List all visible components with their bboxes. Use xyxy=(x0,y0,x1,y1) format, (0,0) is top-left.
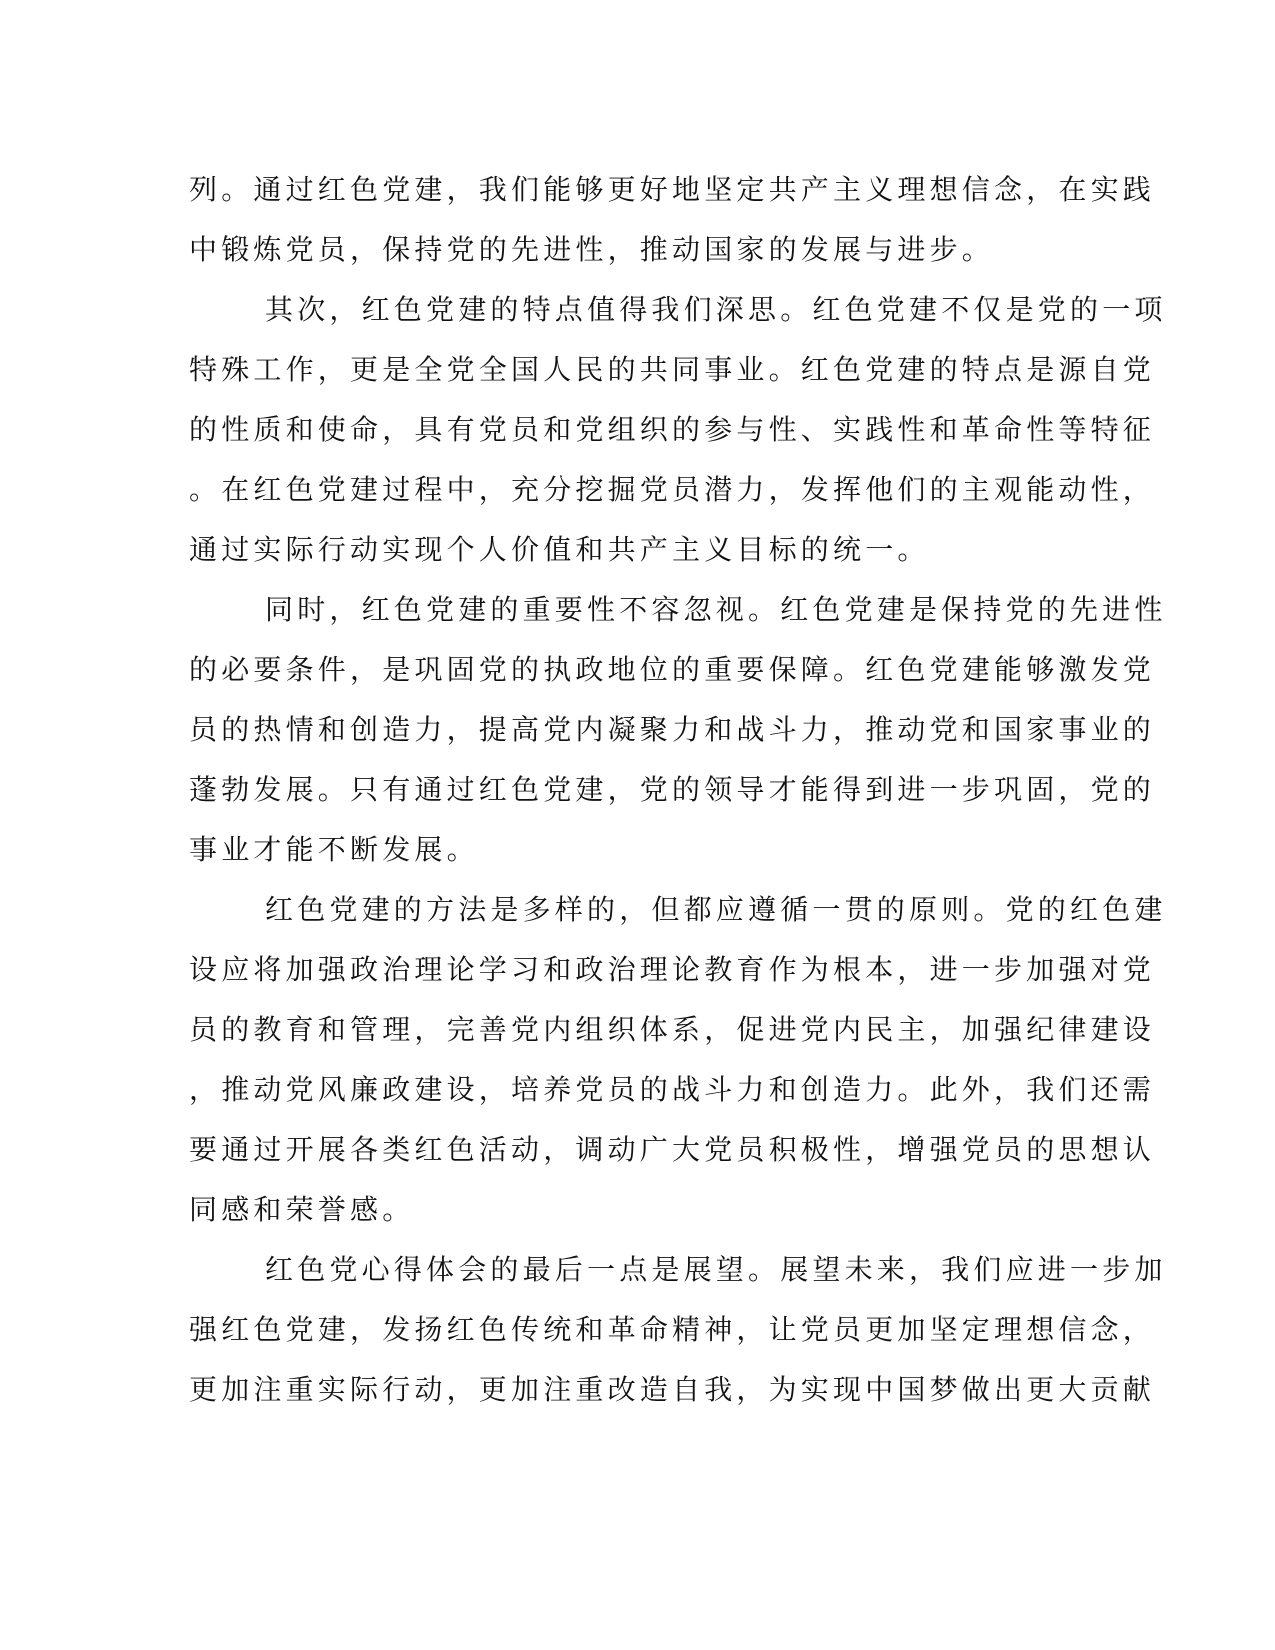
text-line: ，推动党风廉政建设，培养党员的战斗力和创造力。此外，我们还需 xyxy=(189,1073,1156,1106)
text-line: 强红色党建，发扬红色传统和革命精神，让党员更加坚定理想信念， xyxy=(189,1313,1156,1346)
text-line: 列。通过红色党建，我们能够更好地坚定共产主义理想信念，在实践 xyxy=(189,173,1156,206)
paragraph-first-line: 同时，红色党建的重要性不容忽视。红色党建是保持党的先进性 xyxy=(265,593,1167,626)
text-line: 要通过开展各类红色活动，调动广大党员积极性，增强党员的思想认 xyxy=(189,1133,1156,1166)
text-line: 同感和荣誉感。 xyxy=(189,1193,415,1226)
text-line: 更加注重实际行动，更加注重改造自我，为实现中国梦做出更大贡献 xyxy=(189,1373,1156,1406)
text-line: 的必要条件，是巩固党的执政地位的重要保障。红色党建能够激发党 xyxy=(189,653,1156,686)
text-line: 蓬勃发展。只有通过红色党建，党的领导才能得到进一步巩固，党的 xyxy=(189,773,1156,806)
text-line: 通过实际行动实现个人价值和共产主义目标的统一。 xyxy=(189,533,930,566)
paragraph-first-line: 红色党心得体会的最后一点是展望。展望未来，我们应进一步加 xyxy=(265,1253,1167,1286)
text-line: 中锻炼党员，保持党的先进性，推动国家的发展与进步。 xyxy=(189,233,995,266)
text-line: 员的教育和管理，完善党内组织体系，促进党内民主，加强纪律建设 xyxy=(189,1013,1156,1046)
text-line: 。在红色党建过程中，充分挖掘党员潜力，发挥他们的主观能动性， xyxy=(189,473,1156,506)
paragraph-first-line: 红色党建的方法是多样的，但都应遵循一贯的原则。党的红色建 xyxy=(265,893,1167,926)
body-text xyxy=(189,160,1167,1420)
text-line: 员的热情和创造力，提高党内凝聚力和战斗力，推动党和国家事业的 xyxy=(189,713,1156,746)
text-line: 的性质和使命，具有党员和党组织的参与性、实践性和革命性等特征 xyxy=(189,413,1156,446)
text-line: 事业才能不断发展。 xyxy=(189,833,479,866)
text-line: 设应将加强政治理论学习和政治理论教育作为根本，进一步加强对党 xyxy=(189,953,1156,986)
text-line: 特殊工作，更是全党全国人民的共同事业。红色党建的特点是源自党 xyxy=(189,353,1156,386)
paragraph-first-line: 其次，红色党建的特点值得我们深思。红色党建不仅是党的一项 xyxy=(265,293,1167,326)
